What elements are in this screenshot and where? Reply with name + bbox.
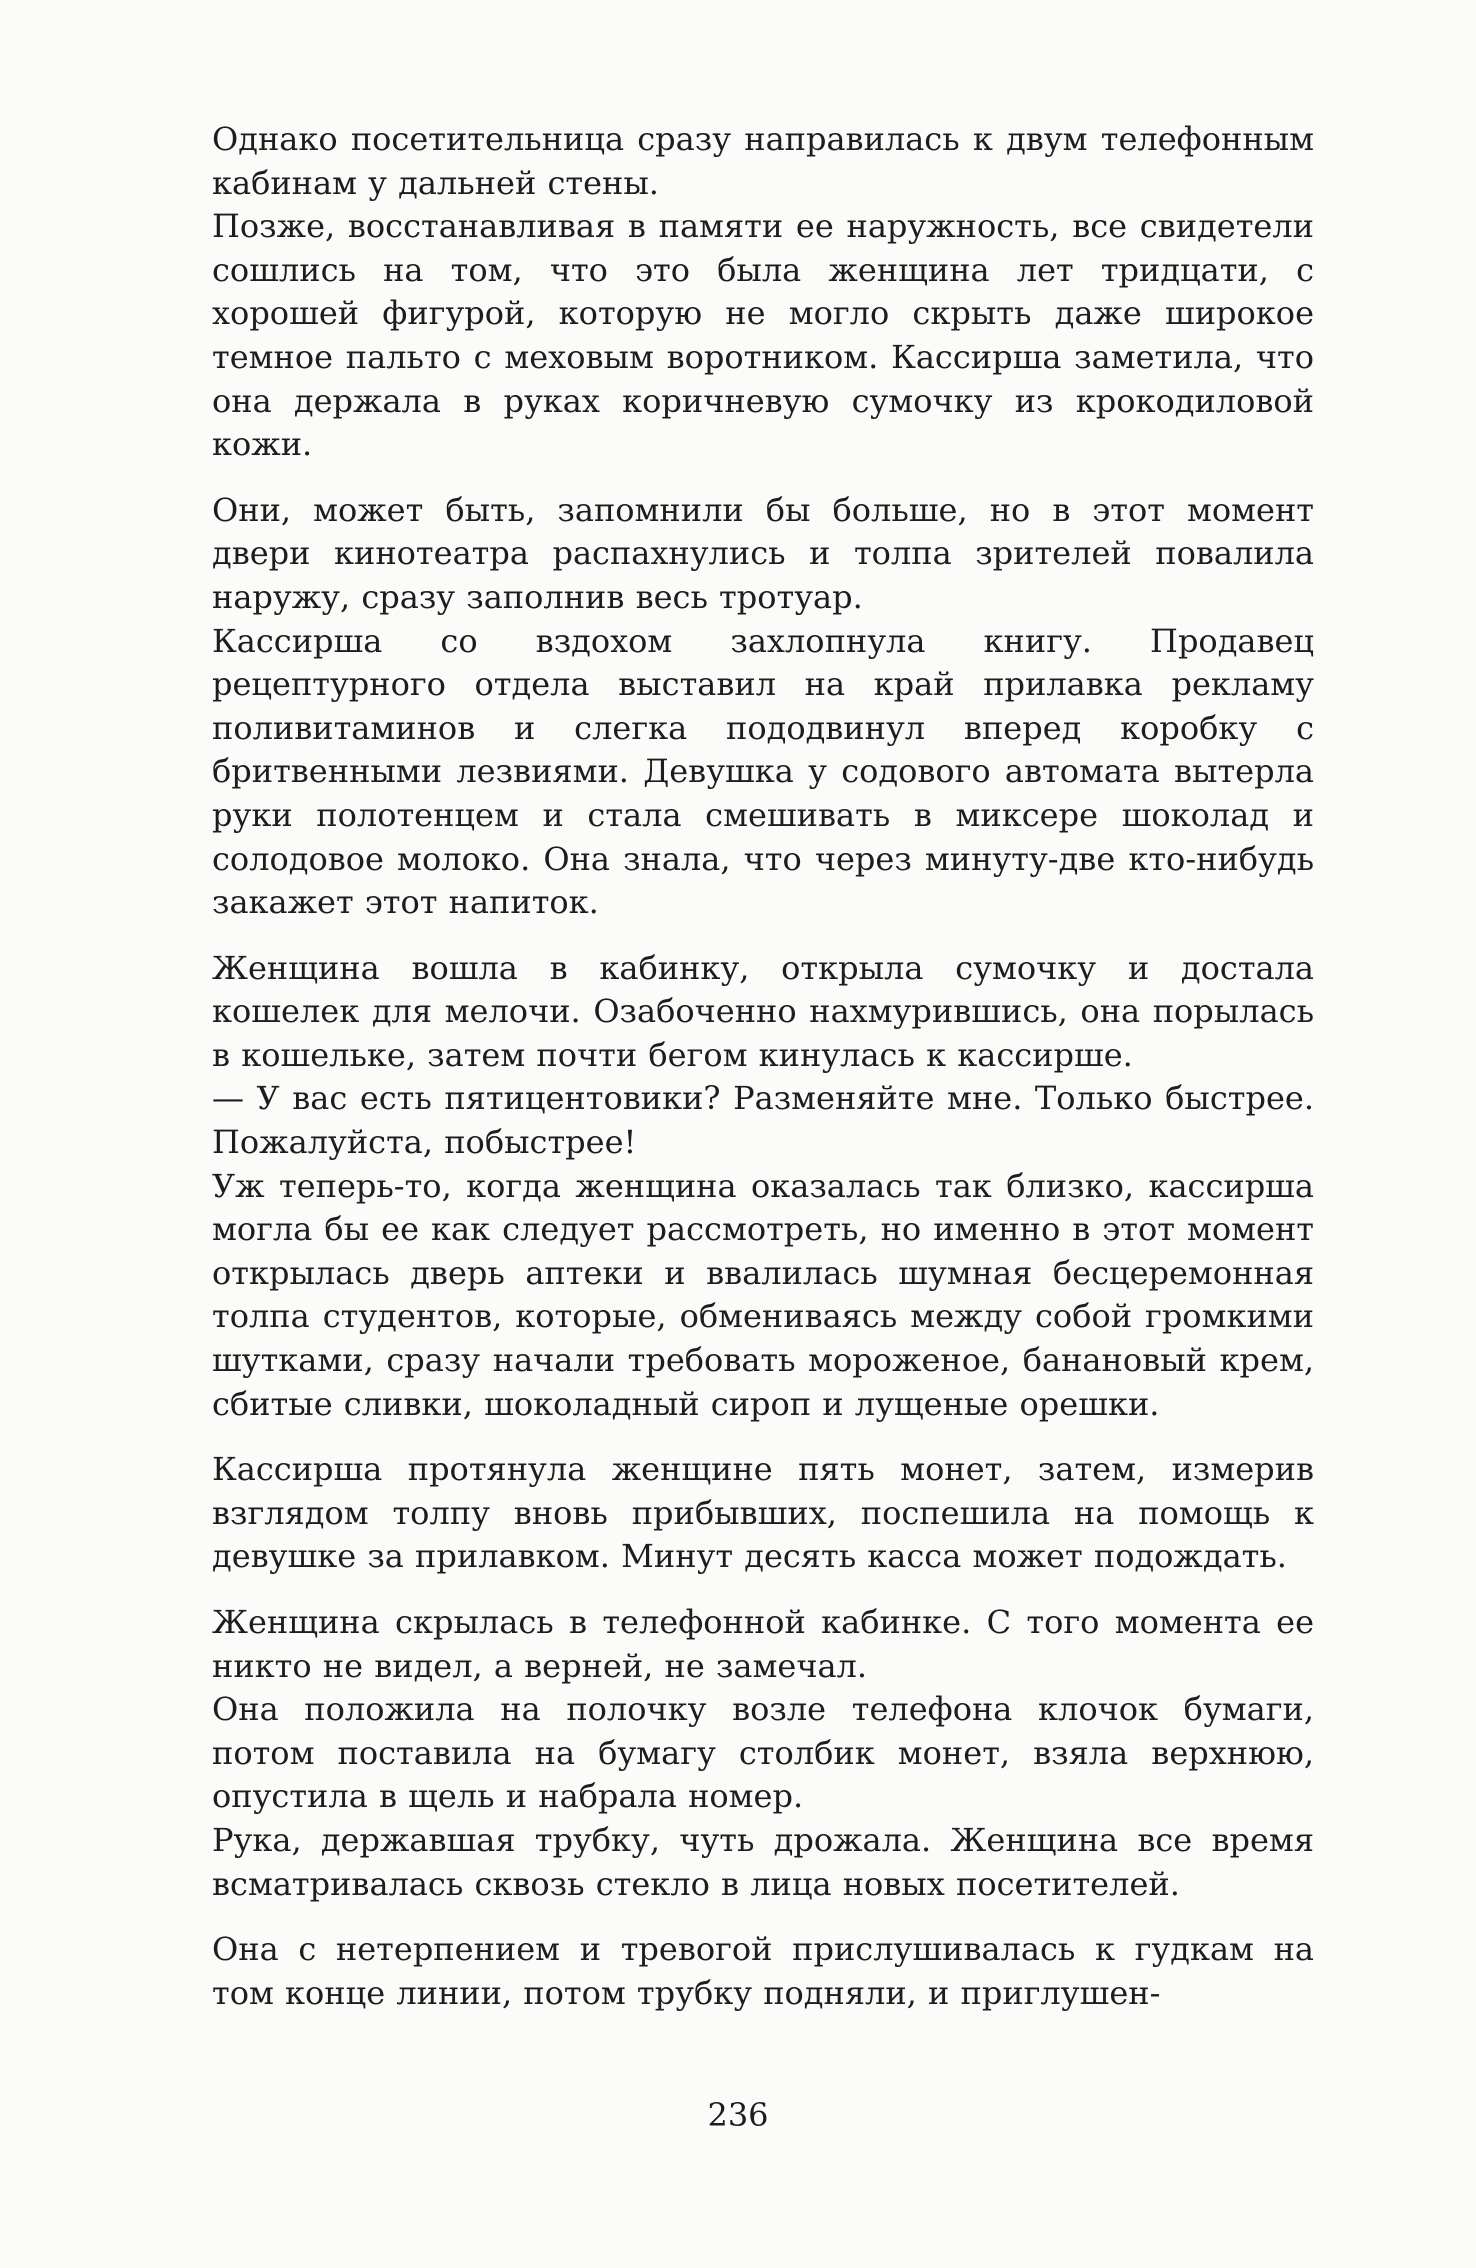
paragraph-2: Позже, восстанавливая в памяти ее наружность, все свидетели сошлись на том, что это была женщина лет тридцати, с хорошей фигурой, которую не могло скрыть даже широкое темное пальто с меховым воротником. Кассирша заметила, что она держала в руках коричневую сумочку из крокодиловой кожи. — [212, 207, 1314, 464]
paragraph-5: Женщина вошла в кабинку, открыла сумочку и достала кошелек для мелочи. Озабоченно нахмурившись, она порылась в кошельке, затем почти бегом кинулась к кассирше. — [212, 948, 1314, 1074]
paragraph-3: Они, может быть, запомнили бы больше, но в этот момент двери кинотеатра распахнулись и толпа зрителей повалила наружу, сразу заполнив весь тротуар. — [212, 490, 1314, 616]
page-number: 236 — [707, 2096, 769, 2134]
paragraph-7: Уж теперь-то, когда женщина оказалась так близко, кассирша могла бы ее как следует рассмотреть, но именно в этот момент открылась дверь аптеки и ввалилась шумная бесцеремонная толпа студентов, которые, обмениваясь между собой громкими шутками, сразу начали требовать мороженое, банановый крем, сбитые сливки, шоколадный сироп и лущеные орешки. — [212, 1166, 1314, 1423]
paragraph-11: Рука, державшая трубку, чуть дрожала. Женщина все время всматривалась сквозь стекло в лица новых посетителей. — [212, 1820, 1314, 1903]
paragraph-9: Женщина скрылась в телефонной кабинке. С того момента ее никто не видел, а верней, не замечал. — [212, 1603, 1314, 1685]
paragraph-12: Она с нетерпением и тревогой прислушивалась к гудкам на том конце линии, потом трубку подняли, и приглушен- — [212, 1930, 1314, 2012]
page-text — [212, 118, 1314, 2015]
paragraph-6: — У вас есть пятицентовики? Разменяйте мне. Только быстрее. Пожалуйста, побыстрее! — [212, 1079, 1314, 1162]
paragraph-8: Кассирша протянула женщине пять монет, затем, измерив взглядом толпу вновь прибывших, поспешила на помощь к девушке за прилавком. Минут десять касса может подождать. — [212, 1450, 1314, 1576]
paragraph-10: Она положила на полочку возле телефона клочок бумаги, потом поставила на бумагу столбик монет, взяла верхнюю, опустила в щель и набрала номер. — [212, 1690, 1314, 1816]
paragraph-4: Кассирша со вздохом захлопнула книгу. Продавец рецептурного отдела выставил на край прилавка рекламу поливитаминов и слегка пододвинул вперед коробку с бритвенными лезвиями. Девушка у содового автомата вытерла руки полотенцем и стала смешивать в миксере шоколад и солодовое молоко. Она знала, что через минуту-две кто-нибудь закажет этот напиток. — [212, 621, 1314, 922]
paragraph-1: Однако посетительница сразу направилась к двум телефонным кабинам у дальней стены. — [212, 120, 1314, 202]
